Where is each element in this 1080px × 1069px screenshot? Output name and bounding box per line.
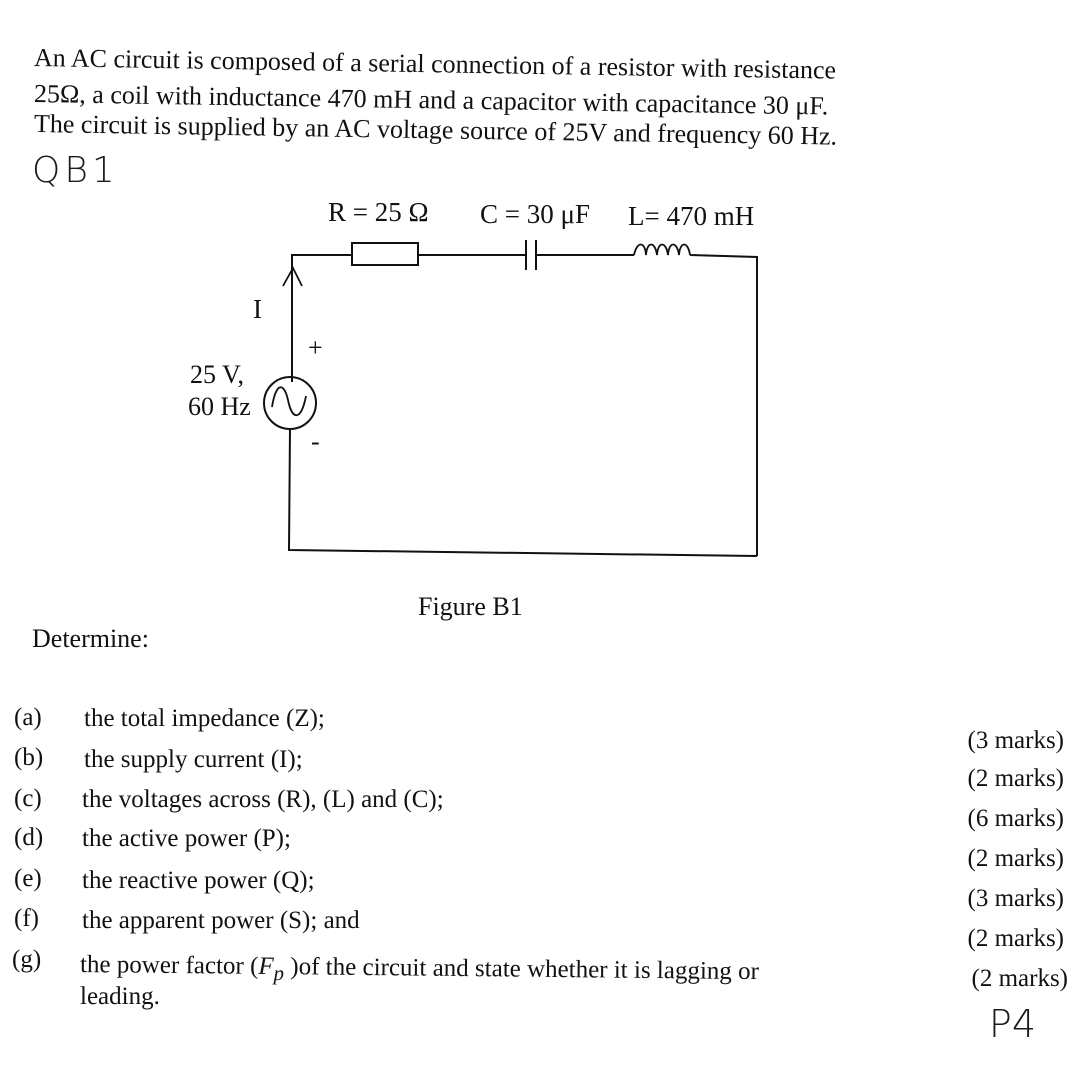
part-marks: (2 marks) — [967, 845, 1064, 872]
part-text-prefix: the power factor ( — [79, 951, 259, 980]
part-text: the supply current (I); — [84, 746, 303, 773]
inductor-symbol — [634, 245, 690, 256]
part-letter: (e) — [14, 865, 42, 892]
resistor-label: R = 25 Ω — [328, 197, 429, 227]
current-label: I — [253, 294, 262, 324]
part-text: the active power (P); — [82, 825, 291, 852]
determine-label: Determine: — [32, 624, 149, 653]
intro-line-2: 25Ω, a coil with inductance 470 mH and a capacitor with capacitance 30 μF. — [33, 79, 829, 121]
plus-sign: + — [308, 333, 323, 362]
fp-subscript: p — [273, 961, 285, 986]
part-letter: (b) — [14, 744, 44, 771]
page-tag: P4 — [988, 1002, 1036, 1046]
part-text: the reactive power (Q); — [82, 867, 315, 894]
part-marks: (3 marks) — [967, 727, 1064, 754]
intro-line-3: The circuit is supplied by an AC voltage source of 25V and frequency 60 Hz. — [33, 109, 838, 151]
part-text-continued: leading. — [80, 983, 160, 1010]
resistor-symbol — [352, 243, 418, 265]
wire-right-top — [690, 255, 757, 556]
capacitor-label: C = 30 μF — [480, 199, 590, 229]
wire-bottom — [289, 428, 757, 556]
part-letter: (a) — [14, 704, 42, 731]
part-marks: (2 marks) — [967, 765, 1064, 792]
part-marks: (6 marks) — [967, 805, 1064, 832]
inductor-label: L= 470 mH — [628, 201, 755, 231]
part-text: the apparent power (S); and — [82, 907, 360, 934]
source-voltage-label: 25 V, — [190, 360, 244, 389]
source-frequency-label: 60 Hz — [188, 392, 251, 421]
fp-symbol: F — [258, 952, 274, 981]
minus-sign: - — [311, 427, 320, 456]
part-letter: (c) — [14, 785, 42, 812]
part-marks: (3 marks) — [967, 885, 1064, 912]
part-letter: (d) — [14, 824, 44, 851]
figure-caption: Figure B1 — [418, 592, 523, 621]
part-marks: (2 marks) — [967, 925, 1064, 952]
part-letter: (f) — [14, 905, 39, 932]
sine-wave-icon — [272, 387, 306, 415]
intro-line-1: An AC circuit is composed of a serial connection of a resistor with resistance — [33, 43, 837, 85]
part-text: the voltages across (R), (L) and (C); — [82, 786, 444, 813]
part-letter: (g) — [12, 946, 42, 973]
part-text-suffix: )of the circuit and state whether it is lagging or — [283, 953, 760, 986]
question-tag: QB1 — [32, 150, 119, 191]
part-text: the total impedance (Z); — [84, 705, 325, 732]
part-marks: (2 marks) — [971, 965, 1068, 992]
